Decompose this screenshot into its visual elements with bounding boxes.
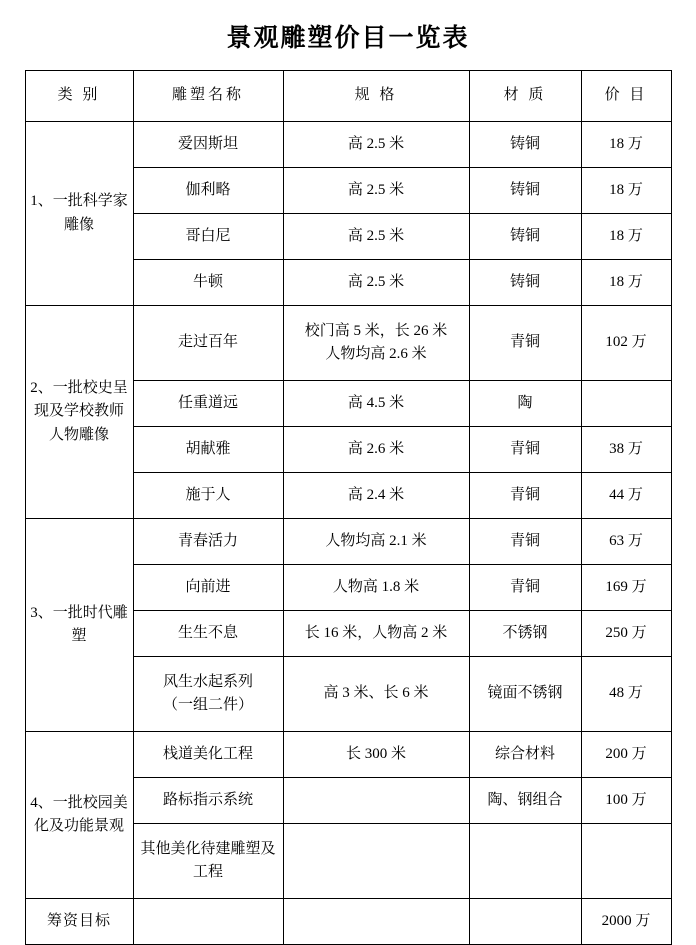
sculpture-material: 综合材料	[469, 732, 581, 778]
sculpture-price: 18 万	[581, 260, 671, 306]
column-header-category: 类 别	[25, 71, 133, 122]
sculpture-material: 青铜	[469, 473, 581, 519]
funding-goal-label: 筹资目标	[25, 899, 133, 945]
category-cell-2: 2、一批校史呈现及学校教师人物雕像	[25, 306, 133, 519]
funding-goal-price: 2000 万	[581, 899, 671, 945]
sculpture-name: 青春活力	[133, 519, 283, 565]
sculpture-price: 250 万	[581, 611, 671, 657]
sculpture-spec: 高 2.5 米	[283, 214, 469, 260]
sculpture-price: 48 万	[581, 657, 671, 732]
sculpture-price	[581, 381, 671, 427]
sculpture-name: 爱因斯坦	[133, 122, 283, 168]
sculpture-spec: 长 300 米	[283, 732, 469, 778]
sculpture-spec: 高 2.5 米	[283, 168, 469, 214]
document-page	[0, 18, 696, 932]
sculpture-price: 200 万	[581, 732, 671, 778]
table-footer-row	[25, 899, 671, 945]
sculpture-spec: 高 2.5 米	[283, 122, 469, 168]
sculpture-name: 走过百年	[133, 306, 283, 381]
sculpture-material: 陶、钢组合	[469, 778, 581, 824]
sculpture-price: 18 万	[581, 168, 671, 214]
sculpture-spec: 高 2.4 米	[283, 473, 469, 519]
sculpture-price: 102 万	[581, 306, 671, 381]
sculpture-price: 18 万	[581, 122, 671, 168]
sculpture-price: 38 万	[581, 427, 671, 473]
table-row	[25, 519, 671, 565]
column-header-spec: 规 格	[283, 71, 469, 122]
sculpture-price: 63 万	[581, 519, 671, 565]
sculpture-material: 铸铜	[469, 214, 581, 260]
sculpture-name: 路标指示系统	[133, 778, 283, 824]
sculpture-spec	[283, 824, 469, 899]
sculpture-price: 18 万	[581, 214, 671, 260]
sculpture-name: 生生不息	[133, 611, 283, 657]
table-header-row	[25, 71, 671, 122]
sculpture-material: 铸铜	[469, 168, 581, 214]
table-row	[25, 306, 671, 381]
sculpture-material: 青铜	[469, 306, 581, 381]
sculpture-spec: 高 4.5 米	[283, 381, 469, 427]
sculpture-name: 栈道美化工程	[133, 732, 283, 778]
category-cell-3: 3、一批时代雕塑	[25, 519, 133, 732]
sculpture-spec: 高 2.5 米	[283, 260, 469, 306]
table-header	[25, 71, 671, 122]
sculpture-name: 其他美化待建雕塑及工程	[133, 824, 283, 899]
sculpture-material: 陶	[469, 381, 581, 427]
sculpture-name: 胡献雅	[133, 427, 283, 473]
sculpture-price: 44 万	[581, 473, 671, 519]
table-row	[25, 122, 671, 168]
sculpture-name: 风生水起系列 （一组二件）	[133, 657, 283, 732]
category-cell-4: 4、一批校园美化及功能景观	[25, 732, 133, 899]
sculpture-spec: 人物均高 2.1 米	[283, 519, 469, 565]
column-header-material: 材 质	[469, 71, 581, 122]
sculpture-material: 不锈钢	[469, 611, 581, 657]
sculpture-spec: 人物高 1.8 米	[283, 565, 469, 611]
sculpture-material: 铸铜	[469, 122, 581, 168]
table-body	[25, 122, 671, 945]
sculpture-name: 伽利略	[133, 168, 283, 214]
sculpture-price	[581, 824, 671, 899]
sculpture-material: 青铜	[469, 565, 581, 611]
sculpture-name: 牛顿	[133, 260, 283, 306]
sculpture-material: 铸铜	[469, 260, 581, 306]
funding-goal-name	[133, 899, 283, 945]
table-row	[25, 732, 671, 778]
funding-goal-material	[469, 899, 581, 945]
sculpture-spec: 校门高 5 米，长 26 米 人物均高 2.6 米	[283, 306, 469, 381]
page-title: 景观雕塑价目一览表	[226, 25, 470, 52]
column-header-price: 价 目	[581, 71, 671, 122]
sculpture-spec	[283, 778, 469, 824]
funding-goal-spec	[283, 899, 469, 945]
sculpture-spec: 长 16 米，人物高 2 米	[283, 611, 469, 657]
sculpture-material: 青铜	[469, 427, 581, 473]
price-list-table	[25, 70, 672, 945]
sculpture-spec: 高 2.6 米	[283, 427, 469, 473]
sculpture-name: 任重道远	[133, 381, 283, 427]
sculpture-material: 青铜	[469, 519, 581, 565]
column-header-name: 雕塑名称	[133, 71, 283, 122]
sculpture-price: 100 万	[581, 778, 671, 824]
sculpture-name: 施于人	[133, 473, 283, 519]
sculpture-spec: 高 3 米、长 6 米	[283, 657, 469, 732]
sculpture-material	[469, 824, 581, 899]
sculpture-name: 哥白尼	[133, 214, 283, 260]
sculpture-name: 向前进	[133, 565, 283, 611]
sculpture-price: 169 万	[581, 565, 671, 611]
sculpture-material: 镜面不锈钢	[469, 657, 581, 732]
category-cell-1: 1、一批科学家雕像	[25, 122, 133, 306]
